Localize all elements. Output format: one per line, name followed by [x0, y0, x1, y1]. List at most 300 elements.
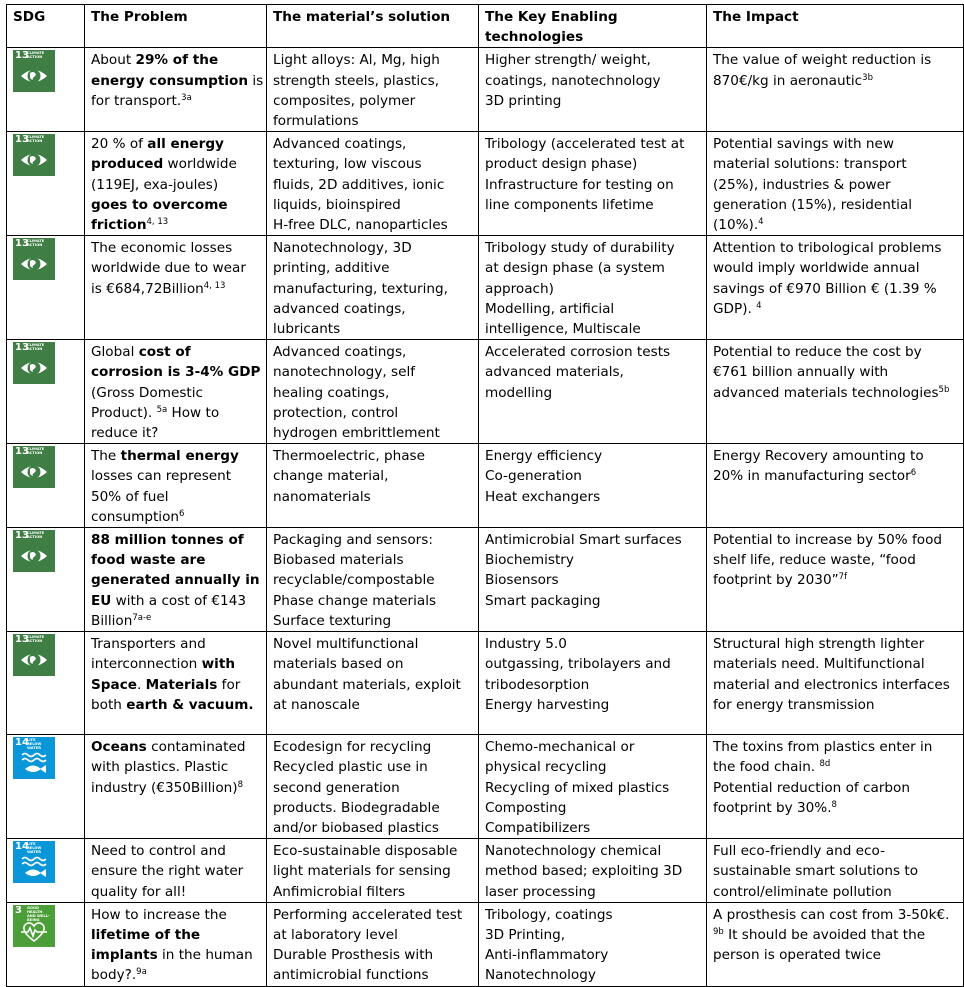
text-line: Modelling, artificial [485, 300, 615, 317]
text-line: Chemo-mechanical or [485, 739, 635, 756]
sdg-14-badge [13, 841, 55, 883]
sdg-number: 13 [15, 530, 29, 542]
text-run: for transport. [91, 92, 182, 109]
text-line: Tribology study of durability [485, 240, 675, 257]
text-line: H-free DLC, nanoparticles [273, 217, 448, 234]
text-line [713, 757, 957, 777]
reference-sup: 4, 13 [146, 217, 169, 228]
text-line [713, 383, 957, 403]
technologies-cell [479, 444, 707, 528]
text-line [91, 675, 260, 695]
text-run: person is operated twice [713, 947, 882, 964]
sdg-label-line: LIFE [27, 738, 36, 743]
reference-sup: 4, 13 [203, 280, 226, 291]
text-line: Smart packaging [485, 592, 601, 609]
text-line: Accelerated corrosion tests [485, 344, 671, 361]
problem-cell [85, 839, 267, 903]
sdg-label-line: ACTION [27, 451, 43, 456]
problem-cell [85, 48, 267, 132]
sdg-label-line: CLIMATE [27, 135, 45, 140]
text-line: Biobased materials [273, 552, 404, 569]
reference-sup: 8 [237, 779, 243, 790]
text-line: printing, additive [273, 260, 390, 277]
text-line: physical recycling [485, 759, 607, 776]
text-line [713, 134, 957, 154]
text-line: nanomaterials [273, 488, 371, 505]
text-line [713, 279, 957, 299]
table-row [7, 735, 964, 839]
bold-text: implants [91, 947, 158, 964]
text-line: strength steels, plastics, [273, 72, 440, 89]
text-line [91, 215, 260, 235]
text-run: A prosthesis can cost from 3-50k€. [713, 906, 950, 923]
text-line: Nanotechnology chemical [485, 843, 662, 860]
text-run: the food chain. [713, 759, 820, 776]
sdg-label [27, 239, 53, 247]
text-line [91, 861, 260, 881]
sdg-13-badge [13, 50, 55, 92]
text-run: Attention to tribological problems [713, 240, 942, 257]
text-line: Packaging and sensors: [273, 532, 433, 549]
text-line: change material, [273, 468, 389, 485]
text-line [91, 757, 260, 777]
text-run: interconnection [91, 656, 202, 673]
text-line [713, 675, 957, 695]
reference-sup: 9a [136, 967, 147, 978]
eye-globe-icon [20, 647, 48, 673]
text-line: hydrogen embrittlement [273, 425, 440, 442]
text-line [91, 195, 260, 215]
text-run: in the human [157, 947, 253, 964]
sdg-label-line: CLIMATE [27, 239, 45, 244]
text-line: coatings, nanotechnology [485, 72, 661, 89]
text-line [713, 570, 957, 590]
text-run: would imply worldwide annual [713, 260, 920, 277]
text-line [91, 507, 260, 527]
solution-cell [267, 444, 479, 528]
sdg-label-line: BELOW WATER [27, 846, 42, 855]
text-line [713, 154, 957, 174]
text-line [91, 530, 260, 550]
solution-cell [267, 528, 479, 632]
text-line [713, 195, 957, 215]
reference-sup: 5a [156, 404, 168, 415]
sdg-14-badge [13, 737, 55, 779]
text-line [91, 778, 260, 798]
impact-cell [707, 340, 964, 444]
sdg-label-line: GOOD HEALTH [27, 905, 43, 914]
problem-cell [85, 528, 267, 632]
reference-sup: 4 [758, 217, 764, 228]
table-row [7, 632, 964, 735]
text-run: The economic losses [91, 240, 233, 257]
text-run: losses can represent [91, 468, 232, 485]
sdg-number: 13 [15, 134, 29, 146]
text-line: Recycled plastic use in [273, 759, 428, 776]
solution-cell [267, 735, 479, 839]
table-row [7, 839, 964, 903]
fish-icon [20, 854, 48, 880]
table-row [7, 340, 964, 444]
text-line: light materials for sensing [273, 863, 451, 880]
text-run: 870€/kg in aeronautic [713, 72, 863, 89]
bold-text: lifetime of the [91, 926, 201, 943]
text-line: Biochemistry [485, 552, 574, 569]
header-problem: The Problem [85, 5, 267, 48]
text-line: antimicrobial functions [273, 967, 429, 984]
text-line: lubricants [273, 321, 341, 338]
text-line [91, 905, 260, 925]
reference-sup: 6 [179, 508, 185, 519]
text-run: 20 % of [91, 136, 148, 153]
problem-cell [85, 236, 267, 340]
text-run: Full eco-friendly and eco- [713, 843, 885, 860]
text-line: outgassing, tribolayers and [485, 656, 671, 673]
text-line [91, 570, 260, 590]
reference-sup: 3a [181, 92, 192, 103]
sdg-13-badge [13, 530, 55, 572]
text-line [713, 175, 957, 195]
text-run: for energy transmission [713, 696, 875, 713]
text-line [91, 362, 260, 382]
solution-cell [267, 236, 479, 340]
text-line [91, 91, 260, 111]
text-line [91, 446, 260, 466]
bold-text: goes to overcome [91, 196, 228, 213]
text-run: Potential to reduce the cost by [713, 344, 922, 361]
text-run: . [136, 676, 146, 693]
text-line: Nanotechnology, 3D [273, 240, 412, 257]
header-impact: The Impact [707, 5, 964, 48]
text-run: industry (€350Billion) [91, 779, 238, 796]
table-row [7, 48, 964, 132]
text-run: is [248, 72, 264, 89]
sdg-label-line: ACTION [27, 347, 43, 352]
sdg-13-badge [13, 342, 55, 384]
text-line: at nanoscale [273, 696, 360, 713]
text-line: at laboratory level [273, 926, 398, 943]
text-line [91, 611, 260, 631]
sdg-label-line: ACTION [27, 639, 43, 644]
text-run: (10%). [713, 217, 759, 234]
reference-sup: 8d [819, 759, 831, 770]
text-run: control/eliminate pollution [713, 883, 892, 900]
text-run: material solutions: transport [713, 156, 907, 173]
sdg-cell [7, 632, 85, 735]
text-run: 50% of fuel [91, 488, 169, 505]
sdg-13-badge [13, 238, 55, 280]
bold-text: corrosion is 3-4% GDP [91, 364, 261, 381]
technologies-cell [479, 340, 707, 444]
text-line: composites, polymer [273, 92, 416, 109]
sdg-number: 13 [15, 634, 29, 646]
text-line [713, 882, 957, 902]
text-line: approach) [485, 280, 554, 297]
impact-cell [707, 528, 964, 632]
table-row [7, 132, 964, 236]
sdg-cell [7, 902, 85, 986]
solution-cell [267, 839, 479, 903]
text-line: Energy harvesting [485, 696, 610, 713]
text-run: Potential to increase by 50% food [713, 532, 943, 549]
text-line [713, 530, 957, 550]
sdg-cell [7, 48, 85, 132]
text-line [713, 258, 957, 278]
problem-cell [85, 735, 267, 839]
text-line: advanced materials, [485, 364, 624, 381]
text-line: texturing, low viscous [273, 156, 422, 173]
text-line: healing coatings, [273, 384, 390, 401]
technologies-cell [479, 132, 707, 236]
technologies-cell [479, 632, 707, 735]
impact-cell [707, 735, 964, 839]
sdg-label-line: CLIMATE [27, 635, 45, 640]
bold-text: 29% of the [135, 52, 219, 69]
sdg-label-line: CLIMATE [27, 51, 45, 56]
bold-text: energy consumption [91, 72, 249, 89]
sdg-label-line: CLIMATE [27, 447, 45, 452]
text-run: Transporters and [91, 636, 206, 653]
text-run: with a cost of €143 [111, 592, 247, 609]
text-line: product design phase) [485, 156, 638, 173]
text-line: Anfimicrobial filters [273, 883, 406, 900]
text-run: sustainable smart solutions to [713, 863, 919, 880]
impact-cell [707, 48, 964, 132]
problem-cell [85, 902, 267, 986]
sdg-label-line: ACTION [27, 55, 43, 60]
table-row [7, 236, 964, 340]
text-line: manufacturing, texturing, [273, 280, 448, 297]
text-line: Ecodesign for recycling [273, 739, 432, 756]
text-line: Thermoelectric, phase [273, 448, 426, 465]
sdg-label [27, 738, 53, 750]
sdg-13-badge [13, 134, 55, 176]
problem-cell [85, 132, 267, 236]
text-line [91, 550, 260, 570]
text-line [91, 945, 260, 965]
text-line: Co-generation [485, 468, 582, 485]
text-run: Structural high strength lighter [713, 636, 925, 653]
text-line [91, 238, 260, 258]
eye-globe-icon [20, 543, 48, 569]
text-run: reduce it? [91, 425, 159, 442]
reference-sup: 3b [862, 72, 873, 83]
text-line: Energy efficiency [485, 448, 603, 465]
sdg-label [27, 343, 53, 351]
text-line [713, 798, 957, 818]
impact-cell [707, 236, 964, 340]
sdg-cell [7, 132, 85, 236]
text-run: quality for all! [91, 883, 187, 900]
text-line: Light alloys: Al, Mg, high [273, 52, 440, 69]
text-line: Tribology (accelerated test at [485, 136, 685, 153]
text-line: Nanotechnology [485, 967, 596, 984]
text-line [91, 737, 260, 757]
sdg-label [27, 531, 53, 539]
text-line: line components lifetime [485, 196, 654, 213]
text-line [713, 238, 957, 258]
text-line [91, 50, 260, 70]
sdg-3-badge [13, 905, 55, 947]
text-run: consumption [91, 508, 180, 525]
text-run: material and electronics interfaces [713, 676, 950, 693]
sdg-number: 3 [15, 904, 22, 916]
text-line [91, 466, 260, 486]
text-line [713, 71, 957, 91]
text-line [91, 403, 260, 423]
sdg-label [27, 635, 53, 643]
technologies-cell [479, 48, 707, 132]
text-line [91, 882, 260, 902]
reference-sup: 6 [910, 468, 917, 479]
text-line [91, 591, 260, 611]
impact-cell [707, 632, 964, 735]
text-line: intelligence, Multiscale [485, 321, 641, 338]
text-line: Eco-sustainable disposable [273, 843, 458, 860]
text-line: Industry 5.0 [485, 636, 567, 653]
text-line [713, 905, 957, 925]
reference-sup: 8 [831, 799, 837, 810]
sdg-label-line: CLIMATE [27, 531, 45, 536]
text-line: Durable Prosthesis with [273, 947, 434, 964]
text-line: liquids, bioinspired [273, 196, 401, 213]
text-line: 3D Printing, [485, 926, 566, 943]
text-line [91, 175, 260, 195]
header-sdg: SDG [7, 5, 85, 48]
problem-cell [85, 632, 267, 735]
text-line [91, 487, 260, 507]
text-line [713, 446, 957, 466]
text-run: ensure the right water [91, 863, 244, 880]
sdg-number: 13 [15, 446, 29, 458]
text-run: Potential savings with new [713, 136, 895, 153]
text-run: 20% in manufacturing sector [713, 468, 911, 485]
text-line [91, 965, 260, 985]
text-line [713, 550, 957, 570]
text-line: 3D printing [485, 92, 562, 109]
text-line: Advanced coatings, [273, 136, 407, 153]
text-line [91, 134, 260, 154]
sdg-cell [7, 236, 85, 340]
eye-globe-icon [20, 63, 48, 89]
text-run: It should be avoided that the [723, 926, 926, 943]
sdg-label [27, 842, 53, 854]
text-line: tribodesorption [485, 676, 590, 693]
sdg-13-badge [13, 634, 55, 676]
sdg-label [27, 447, 53, 455]
text-line: Recycling of mixed plastics [485, 779, 670, 796]
problem-cell [85, 340, 267, 444]
bold-text: thermal energy [120, 448, 239, 465]
sdg-cell [7, 528, 85, 632]
eye-globe-icon [20, 147, 48, 173]
text-line [713, 945, 957, 965]
text-line: nanotechnology, self [273, 364, 416, 381]
text-run: with plastics. Plastic [91, 759, 229, 776]
text-line: and/or biobased plastics [273, 819, 439, 836]
bold-text: friction [91, 217, 147, 234]
text-line: fluids, 2D additives, ionic [273, 176, 445, 193]
solution-cell [267, 632, 479, 735]
text-line [91, 279, 260, 299]
reference-sup: 4 [756, 300, 762, 311]
text-run: footprint by 2030” [713, 572, 839, 589]
text-line: method based; exploiting 3D [485, 863, 683, 880]
solution-cell [267, 902, 479, 986]
text-run: (25%), industries & power [713, 176, 891, 193]
bold-text: produced [91, 156, 164, 173]
text-run: (Gross Domestic [91, 384, 203, 401]
text-line [91, 695, 260, 715]
bold-text: earth & vacuum. [126, 696, 254, 713]
text-line: Composting [485, 799, 567, 816]
text-line [713, 841, 957, 861]
reference-sup: 5b [938, 384, 950, 395]
text-line [91, 154, 260, 174]
text-run: shelf life, reduce waste, “food [713, 552, 916, 569]
sdg-label-line: LIFE [27, 842, 36, 847]
sdg-label-line: BELOW WATER [27, 742, 42, 751]
text-line [713, 634, 957, 654]
text-run: Potential reduction of carbon [713, 779, 910, 796]
text-line [713, 654, 957, 674]
text-line: advanced coatings, [273, 300, 406, 317]
text-run: How to [167, 404, 220, 421]
text-line: materials based on [273, 656, 404, 673]
text-line: protection, control [273, 404, 399, 421]
sdg-number: 13 [15, 238, 29, 250]
text-line [91, 654, 260, 674]
sdg-label-line: CLIMATE [27, 343, 45, 348]
solution-cell [267, 48, 479, 132]
text-line: Antimicrobial Smart surfaces [485, 532, 682, 549]
text-run: savings of €970 Billion € (1.39 % [713, 280, 937, 297]
technologies-cell [479, 735, 707, 839]
text-line [91, 841, 260, 861]
table-row [7, 444, 964, 528]
text-run: worldwide [163, 156, 237, 173]
bold-text: EU [91, 592, 112, 609]
text-line [91, 925, 260, 945]
text-line: Heat exchangers [485, 488, 601, 505]
sdg-label [27, 51, 53, 59]
header-row [7, 5, 964, 48]
text-line: second generation [273, 779, 400, 796]
text-line: Higher strength/ weight, [485, 52, 651, 69]
text-line [713, 861, 957, 881]
text-line: products. Biodegradable [273, 799, 440, 816]
bold-text: with [201, 656, 236, 673]
text-line [713, 362, 957, 382]
sdg-number: 13 [15, 50, 29, 62]
text-run: The [91, 448, 121, 465]
sdg-cell [7, 340, 85, 444]
sdg-cell [7, 839, 85, 903]
text-line [713, 342, 957, 362]
text-line [91, 71, 264, 91]
sdg-label-line: ACTION [27, 535, 43, 540]
eye-globe-icon [20, 459, 48, 485]
text-line [713, 925, 957, 945]
reference-sup: 7a-e [132, 612, 152, 623]
eye-globe-icon [20, 355, 48, 381]
fish-waves-icon [20, 750, 48, 776]
text-line: Novel multifunctional [273, 636, 419, 653]
reference-sup: 9b [713, 926, 724, 937]
text-line [91, 258, 260, 278]
text-line [91, 342, 260, 362]
text-line: formulations [273, 113, 359, 130]
